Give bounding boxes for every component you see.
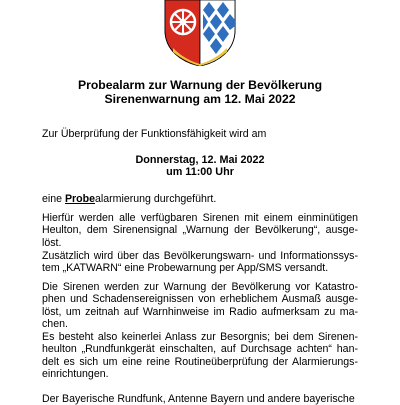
title-line-2: Sirenenwarnung am 12. Mai 2022 <box>104 92 296 106</box>
probe-suffix: alarmierung durchgeführt. <box>95 193 217 205</box>
date-line: Donnerstag, 12. Mai 2022 <box>135 154 265 166</box>
time-line: um 11:00 Uhr <box>166 166 234 178</box>
probe-emphasis: Probe <box>64 193 96 205</box>
title-line-1: Probealarm zur Warnung der Bevölkerung <box>77 78 323 92</box>
paragraph-4: Es besteht also keinerlei Anlass zur Besorgnis; bei dem Sirenen-heulton „Rundfunkgerät einschalten, auf Durchsage achten“ han-delt es sich um eine reine Routineüberprüfung der Alarmierungs-einrichtungen. <box>42 331 358 381</box>
municipal-crest-icon <box>163 0 237 66</box>
paragraph-1: Hierfür werden alle verfügbaren Sirenen mit einem einminütigen Heulton, dem Sirenensignal „Warnung der Bevölkerung“, ausge-löst. <box>42 212 358 249</box>
paragraph-3: Die Sirenen werden zur Warnung der Bevölkerung vor Katastro-phen und Schadensereignissen von erheblichem Ausmaß ausge-löst, um zeitnah auf Warnhinweise im Radio aufmerksam zu ma-chen. <box>42 281 358 331</box>
paragraph-5-partial: Der Bayerische Rundfunk, Antenne Bayern und andere bayerische <box>42 393 355 405</box>
intro-text: Zur Überprüfung der Funktionsfähigkeit wird am <box>42 128 267 140</box>
probe-prefix: eine <box>42 193 65 205</box>
probe-sentence <box>42 193 358 205</box>
paragraph-2: Zusätzlich wird über das Bevölkerungswarn- und Informationssys-tem „KATWARN“ eine Probewarnung per App/SMS versandt. <box>42 250 358 275</box>
